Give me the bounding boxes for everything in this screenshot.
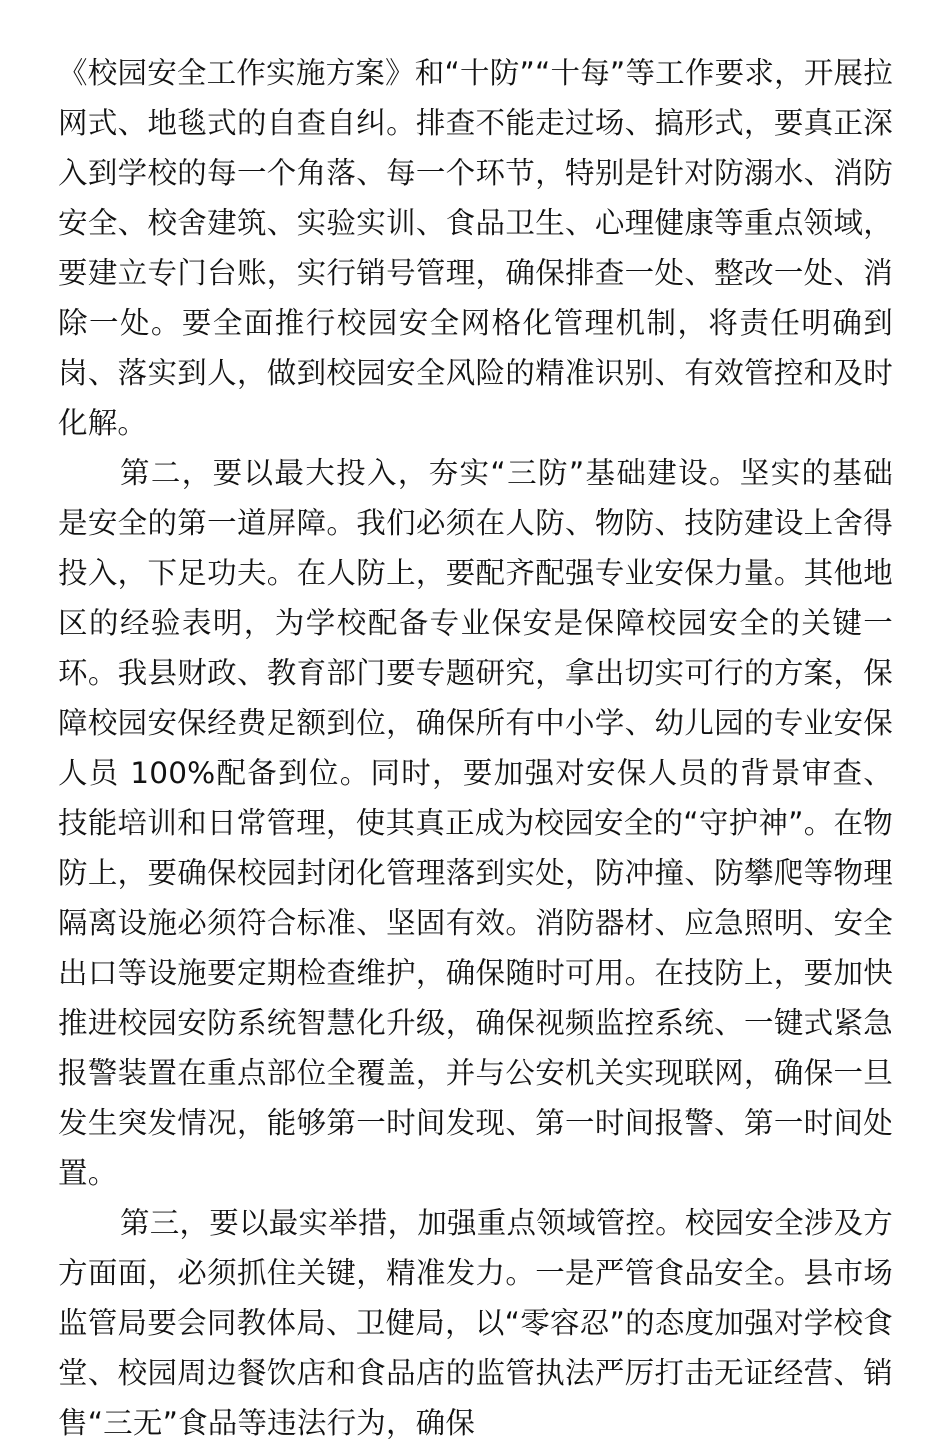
paragraph-1: 《校园安全工作实施方案》和“十防”“十每”等工作要求，开展拉网式、地毯式的自查自纠。排查不能走过场、搞形式，要真正深入到学校的每一个角落、每一个环节，特别是针对防溺水、消防安全、校舍建筑、实验实训、食品卫生、心理健康等重点领域，要建立专门台账，实行销号管理，确保排查一处、整改一处、消除一处。要全面推行校园安全网格化管理机制，将责任明确到岗、落实到人，做到校园安全风险的精准识别、有效管控和及时化解。 [58, 56, 893, 440]
document-body [58, 48, 893, 1448]
paragraph-2: 第二，要以最大投入，夯实“三防”基础建设。坚实的基础是安全的第一道屏障。我们必须在人防、物防、技防建设上舍得投入，下足功夫。在人防上，要配齐配强专业安保力量。其他地区的经验表明，为学校配备专业保安是保障校园安全的关键一环。我县财政、教育部门要专题研究，拿出切实可行的方案，保障校园安保经费足额到位，确保所有中小学、幼儿园的专业安保人员 100%配备到位。同时，要加强对安保人员的背景审查、技能培训和日常管理，使其真正成为校园安全的“守护神”。在物防上，要确保校园封闭化管理落到实处，防冲撞、防攀爬等物理隔离设施必须符合标准、坚固有效。消防器材、应急照明、安全出口等设施要定期检查维护，确保随时可用。在技防上，要加快推进校园安防系统智慧化升级，确保视频监控系统、一键式紧急报警装置在重点部位全覆盖，并与公安机关实现联网，确保一旦发生突发情况，能够第一时间发现、第一时间报警、第一时间处置。 [58, 456, 893, 1190]
paragraph-3: 第三，要以最实举措，加强重点领域管控。校园安全涉及方方面面，必须抓住关键，精准发力。一是严管食品安全。县市场监管局要会同教体局、卫健局，以“零容忍”的态度加强对学校食堂、校园周边餐饮店和食品店的监管执法严厉打击无证经营、销售“三无”食品等违法行为，确保 [58, 1206, 893, 1440]
